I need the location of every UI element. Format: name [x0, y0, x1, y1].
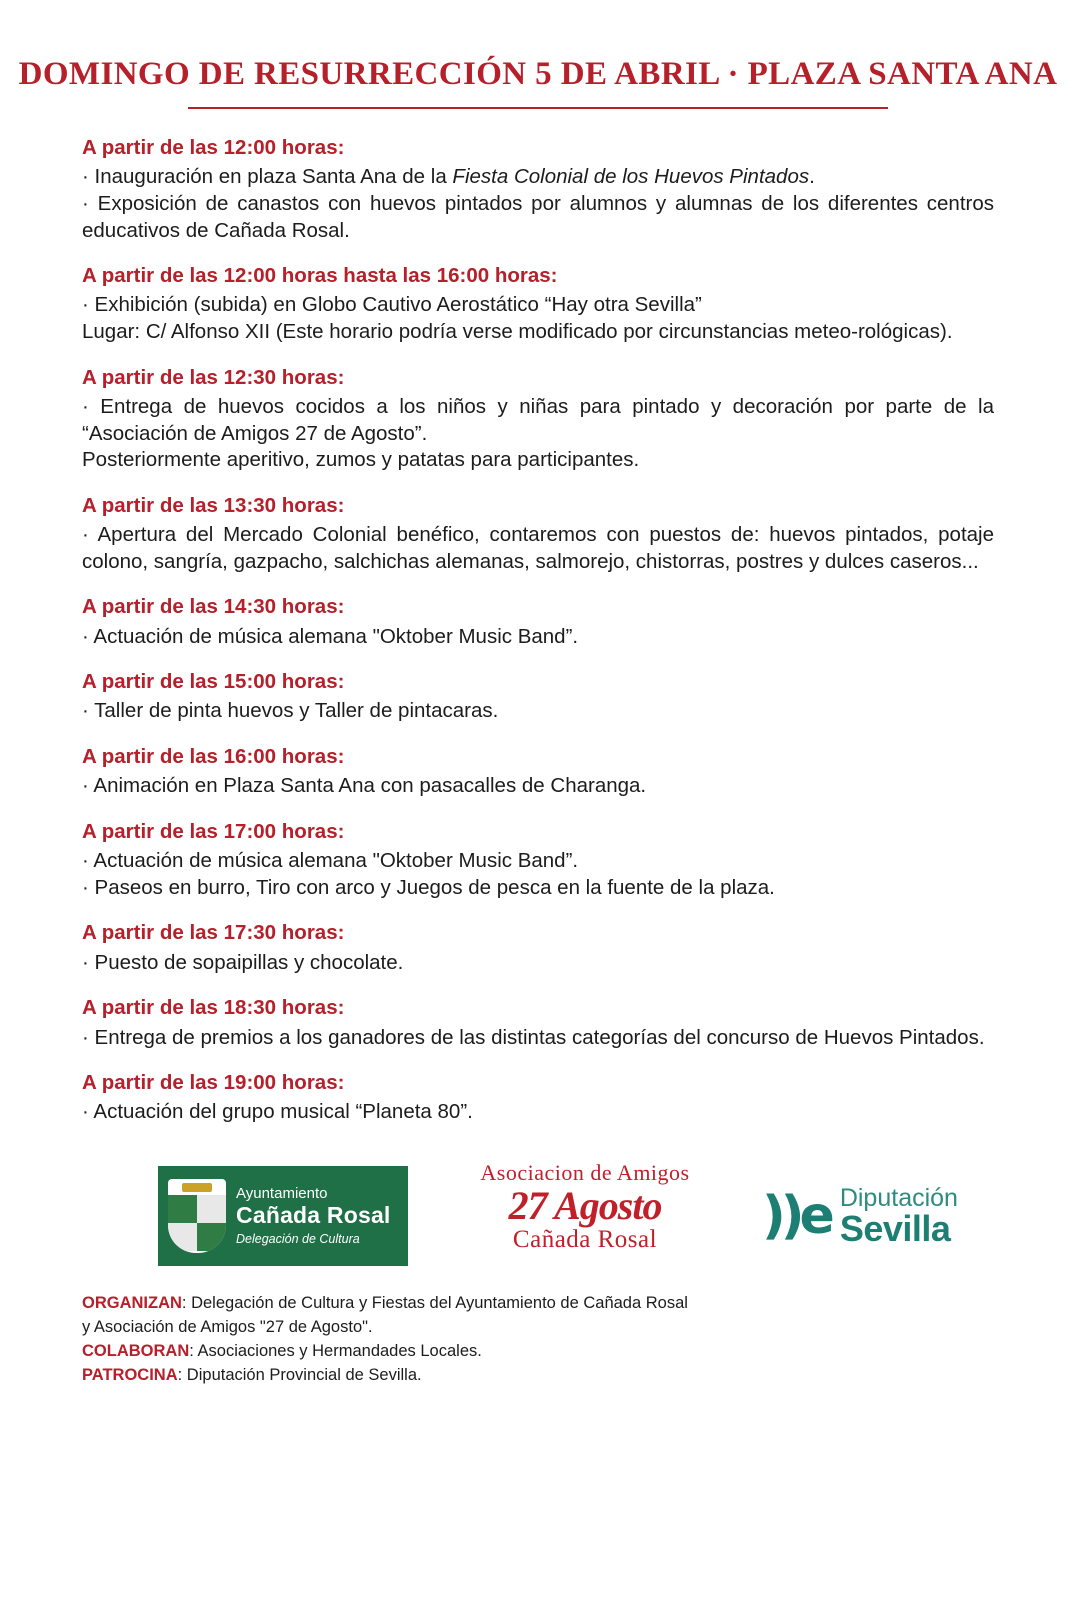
ayuntamiento-line1: Ayuntamiento [236, 1185, 328, 1203]
credits-section [0, 1278, 1076, 1388]
program-time: A partir de las 15:00 horas: [82, 670, 345, 694]
credit-value: y Asociación de Amigos "27 de Agosto". [82, 1318, 373, 1337]
ayuntamiento-logo [158, 1166, 408, 1266]
program-line: · Entrega de premios a los ganadores de las distintas categorías del concurso de Huevos Pintados. [82, 1025, 985, 1049]
program-time: A partir de las 12:30 horas: [82, 365, 345, 389]
program-block [82, 744, 994, 800]
program-block [82, 493, 994, 576]
program-details [82, 950, 994, 977]
program-line: Lugar: C/ Alfonso XII (Este horario podría verse modificado por circunstancias meteo-rológicas). [82, 320, 953, 344]
asociacion-27-agosto-logo [460, 1160, 710, 1272]
program-block [82, 819, 994, 902]
asociacion-middle-text: 27 Agosto [508, 1183, 662, 1229]
program-time: A partir de las 16:00 horas: [82, 745, 345, 769]
crown-icon [182, 1183, 212, 1192]
program-line-text: · Inauguración en plaza Santa Ana de la [82, 165, 453, 189]
program-details [82, 698, 994, 725]
program-line: · Apertura del Mercado Colonial benéfico, contaremos con puestos de: huevos pintados, potaje colono, sangría, gazpacho, salchichas alemanas, salmorejo, chistorras, postres y dulces caseros... [82, 523, 994, 573]
shield-quarter [197, 1195, 226, 1223]
program-block [82, 995, 994, 1051]
credit-value: : Asociaciones y Hermandades Locales. [189, 1341, 482, 1360]
program-line: Posteriormente aperitivo, zumos y patatas para participantes. [82, 448, 640, 472]
ayuntamiento-line3: Delegación de Cultura [236, 1231, 360, 1246]
program-line: · Exposición de canastos con huevos pintados por alumnos y alumnas de los diferentes centros educativos de Cañada Rosal. [82, 191, 994, 242]
poster-header [0, 0, 1076, 109]
program-line: · Entrega de huevos cocidos a los niños y niñas para pintado y decoración por parte de la “Asociación de Amigos 27 de Agosto”. [82, 394, 994, 445]
credit-value: : Delegación de Cultura y Fiestas del Ayuntamiento de Cañada Rosal [181, 1294, 688, 1313]
program-line [82, 164, 994, 191]
ayuntamiento-line2: Cañada Rosal [236, 1202, 391, 1229]
program-line-emphasis: Fiesta Colonial de los Huevos Pintados [452, 165, 810, 189]
page-title: DOMINGO DE RESURRECCIÓN 5 DE ABRIL · PLAZA SANTA ANA [18, 56, 1058, 92]
credit-line [82, 1340, 994, 1364]
coat-of-arms-icon [168, 1179, 226, 1253]
credit-line [82, 1316, 994, 1340]
program-details [82, 394, 994, 474]
program-time: A partir de las 17:30 horas: [82, 921, 345, 945]
diputacion-mark-icon: ))e [762, 1186, 830, 1247]
program-block [82, 135, 994, 244]
program-block [82, 594, 994, 650]
program-line: · Puesto de sopaipillas y chocolate. [82, 950, 404, 974]
program-details [82, 1099, 994, 1126]
diputacion-sevilla-logo [762, 1170, 958, 1262]
program-time: A partir de las 18:30 horas: [82, 996, 345, 1020]
program-details [82, 624, 994, 651]
program-line: · Actuación de música alemana "Oktober Music Band”. [82, 624, 579, 648]
credit-key: ORGANIZAN [82, 1294, 182, 1313]
program-block [82, 1070, 994, 1126]
program-time: A partir de las 14:30 horas: [82, 595, 345, 619]
program-line: · Actuación de música alemana "Oktober Music Band”. [82, 849, 579, 873]
program-list [0, 109, 1076, 1126]
program-details [82, 1025, 994, 1052]
sponsor-logos [0, 1154, 1076, 1278]
program-time: A partir de las 17:00 horas: [82, 819, 345, 843]
shield-quarter [197, 1223, 226, 1251]
diputacion-line1: Diputación [839, 1183, 958, 1212]
program-line-suffix: . [809, 165, 815, 189]
program-time: A partir de las 12:00 horas: [82, 136, 345, 159]
program-block [82, 263, 994, 346]
program-time: A partir de las 19:00 horas: [82, 1071, 345, 1095]
program-line: · Actuación del grupo musical “Planeta 80”. [82, 1100, 473, 1124]
program-line: · Exhibición (subida) en Globo Cautivo Aerostático “Hay otra Sevilla” [82, 293, 702, 317]
asociacion-top-text: Asociacion de Amigos [480, 1160, 690, 1186]
program-block [82, 365, 994, 474]
credit-value: : Diputación Provincial de Sevilla. [177, 1365, 422, 1384]
program-details [82, 773, 994, 800]
program-block [82, 669, 994, 725]
shield-quarter [168, 1195, 197, 1223]
program-details [82, 164, 994, 244]
program-block [82, 920, 994, 976]
program-line: · Animación en Plaza Santa Ana con pasacalles de Charanga. [82, 774, 647, 798]
credit-line [82, 1364, 994, 1388]
credit-key: PATROCINA [82, 1365, 178, 1384]
credit-line [82, 1292, 994, 1316]
diputacion-text [839, 1183, 958, 1249]
credit-key: COLABORAN [82, 1341, 190, 1360]
program-details [82, 522, 994, 575]
program-time: A partir de las 12:00 horas hasta las 16:00 horas: [82, 264, 558, 288]
ayuntamiento-text [236, 1186, 391, 1246]
asociacion-bottom-text: Cañada Rosal [512, 1226, 658, 1254]
program-line: · Paseos en burro, Tiro con arco y Juegos de pesca en la fuente de la plaza. [82, 875, 775, 899]
diputacion-line2: Sevilla [839, 1207, 951, 1249]
program-line: · Taller de pinta huevos y Taller de pintacaras. [82, 699, 499, 723]
shield-quarter [168, 1223, 197, 1251]
program-time: A partir de las 13:30 horas: [82, 493, 345, 517]
program-details [82, 292, 994, 345]
program-details [82, 848, 994, 901]
